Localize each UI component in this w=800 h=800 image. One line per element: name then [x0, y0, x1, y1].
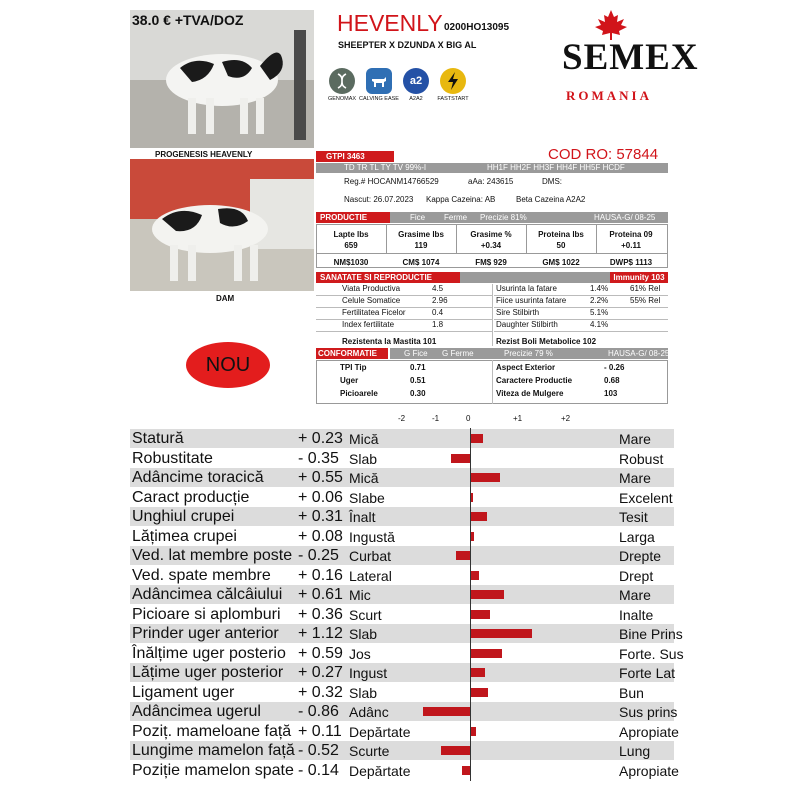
trait-name: Înălțime uger posterio — [132, 644, 286, 662]
conf-value: 103 — [604, 389, 618, 398]
trait-row — [130, 702, 678, 721]
repro-value: 1.4% — [590, 284, 609, 293]
trait-name: Adâncimea ugerul — [132, 703, 261, 720]
health-value: 4.5 — [432, 284, 444, 293]
conf-label: Picioarele — [340, 389, 378, 398]
trait-high-label: Larga — [619, 528, 655, 545]
trait-low-label: Slab — [349, 450, 378, 467]
trait-low-label: Jos — [349, 645, 371, 662]
trait-name: Picioare si aplomburi — [132, 605, 281, 623]
dam-photo — [130, 159, 314, 291]
trait-bar — [462, 766, 470, 775]
cod-label: COD RO: 57844 — [548, 146, 659, 163]
dms-code: DMS: — [542, 177, 562, 186]
production-col-label: Proteina lbs — [538, 230, 584, 239]
health-value: 1.8 — [432, 320, 444, 329]
a2-icon: a2 — [403, 68, 429, 94]
repro-value: 4.1% — [590, 320, 609, 329]
badge-label: FASTSTART — [437, 96, 469, 102]
trait-high-label: Excelent — [619, 489, 673, 506]
health-label: Fertilitatea Ficelor — [342, 308, 406, 317]
production-col-label: Grasime lbs — [398, 230, 444, 239]
table-divider — [456, 224, 457, 253]
beta-casein: Beta Cazeina A2A2 — [516, 195, 586, 204]
repro-value: 2.2% — [590, 296, 609, 305]
trait-low-label: Lateral — [349, 567, 392, 584]
bull-name: HEVENLY — [337, 10, 443, 36]
trait-value: + 0.61 — [298, 586, 343, 603]
trait-high-label: Inalte — [619, 606, 654, 623]
trait-name: Lățimea crupei — [132, 527, 237, 545]
brand-logo-text: SEMEX — [562, 37, 699, 78]
trait-high-label: Drept — [619, 567, 654, 584]
health-row-line — [494, 331, 668, 332]
repro-label: Usurinta la fatare — [496, 284, 557, 293]
trait-value: - 0.35 — [298, 449, 339, 467]
genomax-badge — [326, 68, 358, 102]
economic-index: DWP$ 1113 — [609, 258, 653, 267]
trait-row — [130, 585, 674, 604]
trait-row — [130, 507, 674, 526]
health-label: Viata Productiva — [342, 284, 401, 293]
productie-precizie: Precizie 81% — [480, 213, 527, 222]
trait-value: - 0.86 — [298, 703, 339, 720]
economic-index: FM$ 929 — [475, 258, 507, 267]
economic-index: NM$1030 — [333, 258, 369, 267]
sanatate-strip — [460, 272, 610, 283]
health-label: Index fertilitate — [342, 320, 395, 329]
conf-value: 0.71 — [410, 363, 426, 372]
trait-name: Adâncimea călcâiului — [132, 586, 283, 603]
economic-index: CM$ 1074 — [402, 258, 440, 267]
production-col-label: Proteina 09 — [609, 230, 653, 239]
trait-high-label: Mare — [619, 431, 651, 447]
trait-value: - 0.25 — [298, 547, 339, 564]
sanatate-header: SANATATE SI REPRODUCTIE — [316, 272, 460, 283]
bull-photo-art — [130, 10, 314, 148]
production-col-value: 659 — [344, 241, 358, 250]
axis-tick-label: 0 — [466, 414, 471, 423]
trait-high-label: Lung — [619, 743, 651, 759]
gtpi-badge: GTPI 3463 — [316, 151, 394, 162]
trait-value: + 0.32 — [298, 683, 343, 701]
trait-low-label: Depărtate — [349, 762, 411, 779]
repro-label: Daughter Stilbirth — [496, 320, 558, 329]
trait-value: + 0.36 — [298, 605, 343, 623]
trait-low-label: Mică — [349, 470, 379, 486]
trait-value: + 0.08 — [298, 527, 343, 545]
table-divider — [316, 253, 668, 254]
price-label: 38.0 € +TVA/DOZ — [132, 12, 244, 28]
trait-low-label: Ingustă — [349, 528, 395, 545]
lightning-icon — [440, 68, 466, 94]
trait-bar — [470, 571, 479, 580]
trait-low-label: Înalt — [349, 509, 376, 525]
badge-label: GENOMAX — [327, 96, 357, 102]
trait-low-label: Adânc — [349, 704, 389, 720]
table-divider — [492, 360, 493, 404]
conformatie-precizie: Precizie 79 % — [504, 349, 553, 358]
conformatie-fice: G Fice — [404, 349, 428, 358]
trait-name: Lățime uger posterior — [132, 664, 284, 681]
trait-high-label: Drepte — [619, 548, 662, 564]
faststart-badge — [437, 68, 469, 102]
dam-photo-art — [130, 159, 314, 291]
haplotypes: HH1F HH2F HH3F HH4F HH5F HCDF — [487, 163, 625, 172]
trait-bar — [451, 454, 470, 463]
trait-bar — [470, 434, 483, 443]
trait-name: Caract producție — [132, 488, 250, 506]
trait-name: Statură — [132, 430, 184, 447]
repro-label: Sire Stilbirth — [496, 308, 540, 317]
bull-code: 0200HO13095 — [444, 22, 510, 33]
trait-value: + 0.55 — [298, 469, 343, 486]
production-col-value: 119 — [414, 241, 428, 250]
table-divider — [386, 224, 387, 253]
trait-bar — [470, 512, 487, 521]
trait-row — [130, 761, 679, 780]
trait-high-label: Mare — [619, 587, 651, 603]
trait-row — [130, 527, 674, 546]
trait-row — [130, 722, 679, 741]
trait-low-label: Slabe — [349, 489, 385, 506]
productie-header: PRODUCTIE — [316, 212, 390, 223]
trait-low-label: Depărtate — [349, 723, 411, 740]
repro-reliability: 61% Rel — [630, 284, 661, 293]
trait-bar — [423, 707, 470, 716]
trait-bar — [441, 746, 470, 755]
axis-tick-label: -2 — [398, 414, 406, 423]
badge-label: A2A2 — [409, 96, 423, 102]
trait-bar — [470, 473, 500, 482]
conformatie-header: CONFORMATIE — [316, 348, 388, 359]
repro-value: 5.1% — [590, 308, 609, 317]
conf-value: - 0.26 — [604, 363, 625, 372]
trait-low-label: Mică — [349, 431, 379, 447]
trait-name: Ved. lat membre poste — [132, 547, 293, 564]
repro-label: Fiice usurinta fatare — [496, 296, 567, 305]
trait-value: + 0.59 — [298, 644, 343, 662]
table-divider — [492, 284, 493, 346]
productie-fice: Fice — [410, 213, 426, 222]
health-row-line — [316, 331, 492, 332]
trait-high-label: Tesit — [619, 509, 648, 525]
trait-high-label: Robust — [619, 450, 664, 467]
trait-row — [130, 488, 674, 507]
aaa-code: aAa: 243615 — [468, 177, 514, 186]
program-badges — [326, 68, 469, 102]
trait-low-label: Ingust — [349, 665, 388, 681]
trait-high-label: Bun — [619, 684, 644, 701]
axis-tick-label: +1 — [513, 414, 523, 423]
trait-low-label: Slab — [349, 684, 378, 701]
bull-photo — [130, 10, 314, 148]
productie-hausa: HAUSA-G/ 08-25 — [594, 213, 656, 222]
trait-high-label: Forte Lat — [619, 665, 676, 681]
trait-value: + 0.27 — [298, 664, 343, 681]
trait-low-label: Scurte — [349, 743, 390, 759]
production-col-value: +0.34 — [480, 241, 502, 250]
reg-number: Reg.# HOCANM14766529 — [344, 177, 439, 186]
trait-name: Lungime mamelon față — [132, 742, 295, 759]
table-divider — [596, 224, 597, 253]
trait-row — [130, 683, 674, 702]
conformatie-hausa: HAUSA-G/ 08-25 — [608, 349, 670, 358]
kappa-casein: Kappa Cazeina: AB — [426, 195, 496, 204]
production-col-value: +0.11 — [621, 241, 641, 250]
table-divider — [526, 224, 527, 253]
trait-value: - 0.52 — [298, 742, 339, 759]
trait-name: Adâncime toracică — [132, 469, 264, 486]
trait-bar — [470, 610, 490, 619]
production-col-label: Lapte lbs — [333, 230, 369, 239]
trait-row — [130, 624, 683, 643]
health-value: 0.4 — [432, 308, 444, 317]
trait-name: Unghiul crupei — [132, 508, 235, 525]
trait-value: + 0.16 — [298, 566, 343, 584]
conf-label: Caractere Productie — [496, 376, 573, 385]
trait-high-label: Bine Prins — [619, 626, 683, 642]
conf-label: Aspect Exterior — [496, 363, 556, 372]
trait-value: - 0.14 — [298, 761, 339, 779]
trait-value: + 0.23 — [298, 430, 343, 447]
trait-name: Prinder uger anterior — [132, 625, 279, 642]
trait-bar — [470, 649, 502, 658]
info-line1: TD TR TL TY TV 99%-I — [344, 163, 427, 172]
trait-high-label: Mare — [619, 470, 651, 486]
bull-photo-caption: PROGENESIS HEAVENLY — [155, 150, 253, 159]
zero-axis-line — [470, 428, 471, 781]
trait-row — [130, 566, 674, 585]
repro-reliability: 55% Rel — [630, 296, 661, 305]
trait-row — [130, 429, 674, 448]
conf-label: Uger — [340, 376, 359, 385]
trait-bar — [470, 629, 532, 638]
conf-value: 0.51 — [410, 376, 426, 385]
trait-high-label: Apropiate — [619, 762, 679, 779]
trait-row — [130, 644, 684, 663]
trait-bar — [470, 590, 504, 599]
trait-bar — [470, 688, 488, 697]
pedigree: SHEEPTER X DZUNDA X BIG AL — [338, 40, 477, 50]
a2-badge — [400, 68, 432, 102]
calf-icon — [366, 68, 392, 94]
productie-ferme: Ferme — [444, 213, 468, 222]
trait-bar — [456, 551, 470, 560]
trait-row — [130, 468, 674, 487]
trait-value: + 1.12 — [298, 625, 343, 642]
axis-tick-label: -1 — [432, 414, 440, 423]
trait-low-label: Slab — [349, 626, 378, 642]
trait-name: Ligament uger — [132, 683, 235, 701]
new-badge: NOU — [186, 342, 270, 388]
trait-name: Poziț. mameloane față — [132, 722, 292, 740]
brand-country: ROMANIA — [566, 88, 652, 103]
birth-date: Nascut: 26.07.2023 — [344, 195, 414, 204]
trait-value: + 0.06 — [298, 488, 343, 506]
conf-value: 0.30 — [410, 389, 426, 398]
conf-value: 0.68 — [604, 376, 620, 385]
trait-row — [130, 741, 674, 760]
health-label: Celule Somatice — [342, 296, 401, 305]
trait-row — [130, 449, 674, 468]
dna-icon — [329, 68, 355, 94]
trait-high-label: Sus prins — [619, 704, 678, 720]
immunity-badge: Immunity 103 — [610, 272, 668, 283]
trait-value: + 0.11 — [298, 722, 342, 740]
trait-row — [130, 663, 674, 682]
production-col-value: 50 — [556, 241, 566, 250]
dam-photo-caption: DAM — [216, 294, 235, 303]
trait-bar — [470, 668, 485, 677]
mastita-index: Rezistenta la Mastita 101 — [342, 337, 437, 346]
trait-value: + 0.31 — [298, 508, 343, 525]
production-col-label: Grasime % — [470, 230, 512, 239]
trait-low-label: Scurt — [349, 606, 382, 623]
trait-name: Ved. spate membre — [132, 566, 271, 584]
health-value: 2.96 — [432, 296, 448, 305]
trait-row — [130, 546, 674, 565]
trait-name: Robustitate — [132, 449, 213, 467]
conformatie-ferme: G Ferme — [442, 349, 474, 358]
conf-label: Viteza de Mulgere — [496, 389, 564, 398]
metabolice-index: Rezist Boli Metabolice 102 — [496, 337, 597, 346]
trait-name: Poziție mamelon spate — [132, 761, 294, 779]
economic-index: GM$ 1022 — [542, 258, 580, 267]
trait-low-label: Curbat — [349, 548, 392, 564]
axis-tick-label: +2 — [561, 414, 571, 423]
trait-high-label: Apropiate — [619, 723, 679, 740]
calving-ease-badge — [359, 68, 399, 102]
trait-low-label: Mic — [349, 587, 371, 603]
trait-row — [130, 605, 674, 624]
conf-label: TPI Tip — [340, 363, 367, 372]
trait-high-label: Forte. Sus — [619, 645, 684, 662]
badge-label: CALVING EASE — [359, 96, 399, 102]
